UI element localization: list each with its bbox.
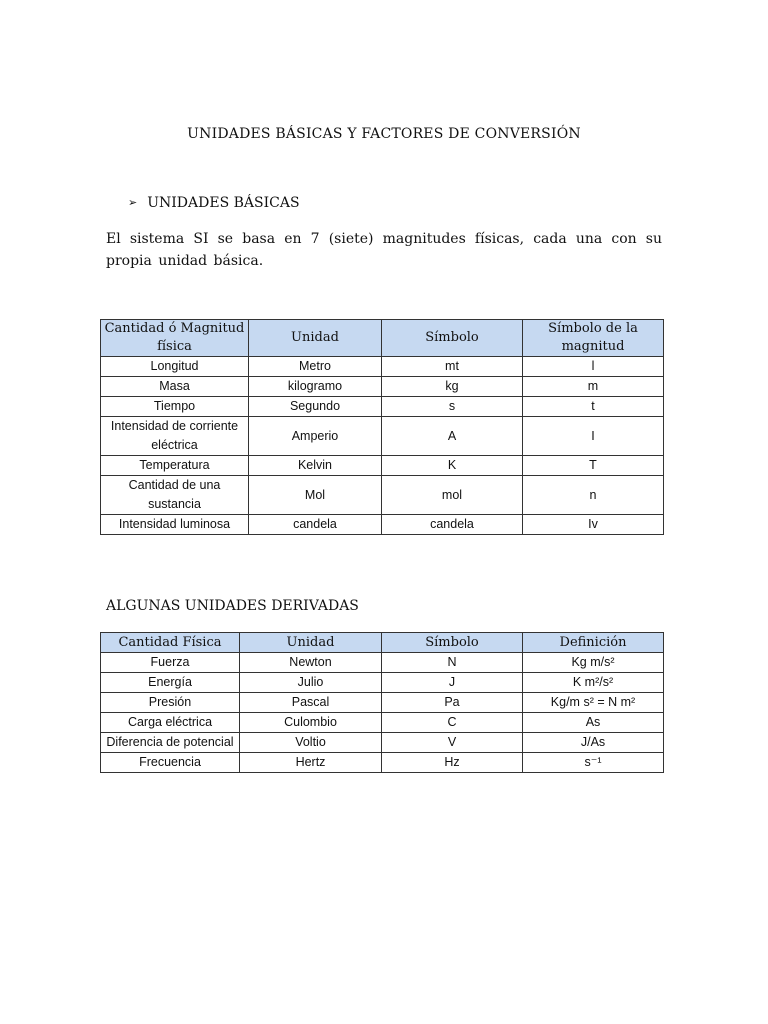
column-header: Cantidad ó Magnitud física — [101, 320, 249, 357]
table-cell: Cantidad de una sustancia — [101, 476, 249, 515]
table-cell: kg — [382, 377, 523, 397]
table-cell: A — [382, 417, 523, 456]
table-cell: Julio — [240, 673, 382, 693]
table-cell: kilogramo — [249, 377, 382, 397]
table-cell: Amperio — [249, 417, 382, 456]
table-cell: Fuerza — [101, 653, 240, 673]
table-header-row — [101, 633, 664, 653]
table-cell: s — [382, 397, 523, 417]
table-cell: Voltio — [240, 733, 382, 753]
table-cell: Temperatura — [101, 456, 249, 476]
table-row — [101, 417, 664, 456]
table-cell: Hz — [382, 753, 523, 773]
column-header: Unidad — [240, 633, 382, 653]
page-title: UNIDADES BÁSICAS Y FACTORES DE CONVERSIÓN — [187, 126, 581, 142]
table-body — [101, 653, 664, 773]
table-cell: Diferencia de potencial — [101, 733, 240, 753]
table-cell: Carga eléctrica — [101, 713, 240, 733]
table-cell: candela — [249, 515, 382, 535]
table-cell: m — [523, 377, 664, 397]
table-cell: Presión — [101, 693, 240, 713]
table-row — [101, 653, 664, 673]
table-row — [101, 357, 664, 377]
column-header: Símbolo — [382, 320, 523, 357]
table-cell: Newton — [240, 653, 382, 673]
table-header-row — [101, 320, 664, 357]
column-header: Cantidad Física — [101, 633, 240, 653]
table-cell: Hertz — [240, 753, 382, 773]
table-row — [101, 397, 664, 417]
table-cell: Longitud — [101, 357, 249, 377]
basic-units-table — [100, 319, 664, 535]
table-cell: Iv — [523, 515, 664, 535]
table-cell: Tiempo — [101, 397, 249, 417]
table-cell: N — [382, 653, 523, 673]
column-header: Símbolo de la magnitud — [523, 320, 664, 357]
table-row — [101, 713, 664, 733]
arrow-bullet-icon: ➢ — [128, 196, 138, 209]
table-row — [101, 515, 664, 535]
table-cell: I — [523, 417, 664, 456]
table-row — [101, 733, 664, 753]
table-cell: Kelvin — [249, 456, 382, 476]
table-cell: Frecuencia — [101, 753, 240, 773]
table-cell: Metro — [249, 357, 382, 377]
table-cell: n — [523, 476, 664, 515]
table-cell: l — [523, 357, 664, 377]
table-cell: Pascal — [240, 693, 382, 713]
table-cell: t — [523, 397, 664, 417]
section-heading-label: UNIDADES BÁSICAS — [147, 195, 300, 211]
table-row — [101, 377, 664, 397]
table-cell: Masa — [101, 377, 249, 397]
table-row — [101, 456, 664, 476]
section-heading-derived: ALGUNAS UNIDADES DERIVADAS — [106, 598, 359, 614]
table-cell: Mol — [249, 476, 382, 515]
derived-units-table — [100, 632, 664, 773]
table-cell: C — [382, 713, 523, 733]
table-cell: Kg m/s² — [523, 653, 664, 673]
table-cell: T — [523, 456, 664, 476]
column-header: Símbolo — [382, 633, 523, 653]
table-cell: V — [382, 733, 523, 753]
table-cell: J/As — [523, 733, 664, 753]
table-cell: Segundo — [249, 397, 382, 417]
column-header: Unidad — [249, 320, 382, 357]
table-cell: Culombio — [240, 713, 382, 733]
table-row — [101, 476, 664, 515]
table-cell: candela — [382, 515, 523, 535]
table-cell: mol — [382, 476, 523, 515]
table-row — [101, 753, 664, 773]
table-cell: Intensidad de corriente eléctrica — [101, 417, 249, 456]
table-cell: As — [523, 713, 664, 733]
section-heading-basic — [128, 195, 300, 211]
table-cell: K — [382, 456, 523, 476]
table-cell: Kg/m s² = N m² — [523, 693, 664, 713]
table-cell: K m²/s² — [523, 673, 664, 693]
table-cell: s⁻¹ — [523, 753, 664, 773]
column-header: Definición — [523, 633, 664, 653]
table-cell: Intensidad luminosa — [101, 515, 249, 535]
table-cell: Energía — [101, 673, 240, 693]
table-body — [101, 357, 664, 535]
table-cell: mt — [382, 357, 523, 377]
table-row — [101, 673, 664, 693]
table-cell: J — [382, 673, 523, 693]
intro-paragraph: El sistema SI se basa en 7 (siete) magnitudes físicas, cada una con su propia unidad básica. — [106, 231, 662, 269]
table-row — [101, 693, 664, 713]
table-cell: Pa — [382, 693, 523, 713]
